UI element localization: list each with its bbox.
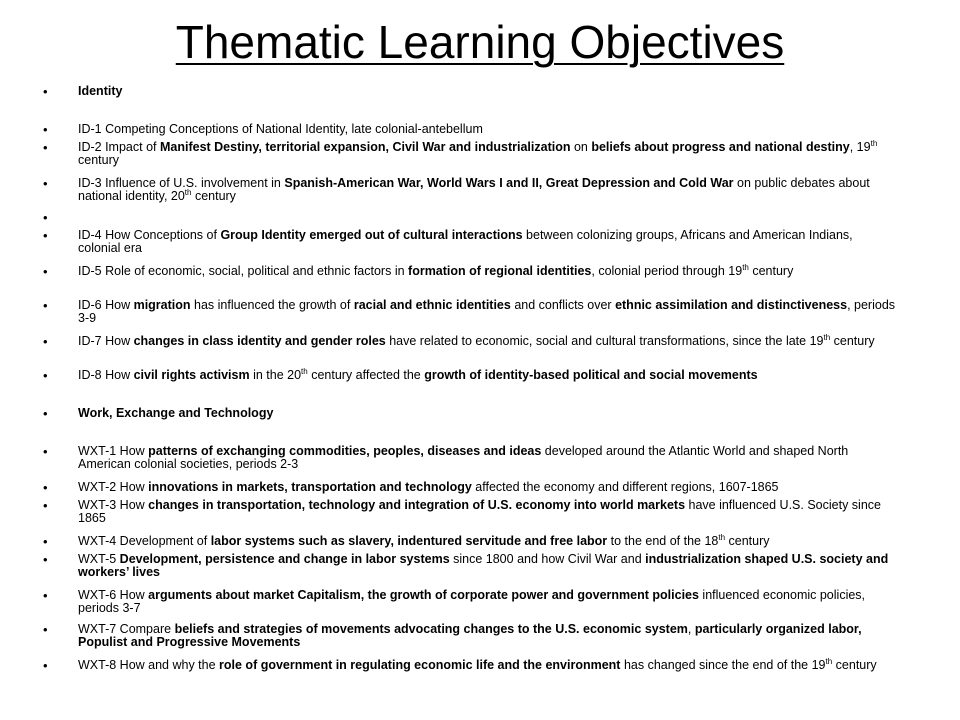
objective-text bbox=[78, 553, 898, 579]
text-run: WXT-6 How bbox=[78, 588, 149, 602]
bold-phrase: racial and ethnic identities bbox=[353, 298, 511, 312]
superscript: th bbox=[823, 332, 831, 342]
objective-text bbox=[78, 589, 898, 615]
objective-text bbox=[78, 481, 898, 494]
text-run: century bbox=[725, 534, 770, 548]
bold-phrase: migration bbox=[133, 298, 191, 312]
text-run: WXT-2 How bbox=[78, 480, 149, 494]
objective-text bbox=[78, 366, 898, 382]
superscript: th bbox=[742, 262, 749, 272]
text-run: WXT-8 How and why the bbox=[78, 658, 220, 672]
bullet-dot-icon: • bbox=[43, 368, 48, 383]
text-run: between colonizing groups, Africans and American Indians, colonial era bbox=[78, 228, 853, 255]
text-run: WXT-5 bbox=[78, 552, 120, 566]
text-run: WXT-3 How bbox=[78, 498, 149, 512]
bold-phrase: changes in class identity and gender roles bbox=[133, 334, 386, 348]
text-run: has influenced the growth of bbox=[190, 298, 354, 312]
bold-phrase: role of government in regulating economic life and the environment bbox=[219, 658, 621, 672]
bullet-dot-icon: • bbox=[43, 588, 48, 603]
objective-text bbox=[78, 407, 898, 420]
text-run: ID-2 Impact of bbox=[78, 140, 160, 154]
bullet-dot-icon: • bbox=[43, 84, 48, 99]
bullet-dot-icon: • bbox=[43, 334, 48, 349]
bold-phrase: beliefs about progress and national destiny bbox=[591, 140, 850, 154]
text-run: ID-8 How bbox=[78, 368, 134, 382]
text-run: ID-4 How Conceptions of bbox=[78, 228, 221, 242]
superscript: th bbox=[184, 187, 192, 197]
objective-text bbox=[78, 85, 898, 98]
bold-phrase: beliefs and strategies of movements advocating changes to the U.S. economic system bbox=[174, 622, 688, 636]
text-run: and conflicts over bbox=[510, 298, 616, 312]
bullet-dot-icon: • bbox=[43, 480, 48, 495]
bold-phrase: formation of regional identities bbox=[408, 264, 592, 278]
text-run: century bbox=[191, 189, 236, 203]
superscript: th bbox=[718, 532, 726, 542]
text-run: ID-5 Role of economic, social, political and ethnic factors in bbox=[78, 264, 409, 278]
text-run: century bbox=[830, 334, 875, 348]
superscript: th bbox=[870, 138, 878, 148]
text-run: ID-3 Influence of U.S. involvement in bbox=[78, 176, 285, 190]
objective-text bbox=[78, 123, 898, 136]
bold-phrase: Group Identity emerged out of cultural interactions bbox=[220, 228, 523, 242]
text-run: century bbox=[832, 658, 877, 672]
bullet-dot-icon: • bbox=[43, 228, 48, 243]
objective-text bbox=[78, 499, 898, 525]
objective-text bbox=[78, 229, 898, 255]
bullet-dot-icon: • bbox=[43, 534, 48, 549]
bullet-dot-icon: • bbox=[43, 122, 48, 137]
bullet-dot-icon: • bbox=[43, 658, 48, 673]
text-run: influenced economic policies, periods 3-7 bbox=[78, 588, 866, 615]
bullet-dot-icon: • bbox=[43, 264, 48, 279]
bold-phrase: Work, Exchange and Technology bbox=[78, 406, 274, 420]
text-run: to the end of the 18 bbox=[607, 534, 719, 548]
text-run: have influenced U.S. Society since 1865 bbox=[78, 498, 881, 525]
bold-phrase: civil rights activism bbox=[133, 368, 250, 382]
objective-text bbox=[78, 262, 898, 278]
bold-phrase: ethnic assimilation and distinctiveness bbox=[615, 298, 848, 312]
page-title: Thematic Learning Objectives bbox=[175, 16, 785, 68]
text-run: ID-7 How bbox=[78, 334, 134, 348]
bullet-dot-icon: • bbox=[43, 406, 48, 421]
bullet-dot-icon: • bbox=[43, 498, 48, 513]
bullet-dot-icon: • bbox=[43, 176, 48, 191]
text-run: on bbox=[570, 140, 592, 154]
objective-text bbox=[78, 332, 898, 348]
objective-text bbox=[78, 623, 898, 649]
text-run: has changed since the end of the 19 bbox=[620, 658, 826, 672]
text-run: WXT-1 How bbox=[78, 444, 149, 458]
bold-phrase: patterns of exchanging commodities, peoples, diseases and ideas bbox=[148, 444, 542, 458]
text-run: century bbox=[78, 153, 119, 167]
superscript: th bbox=[301, 366, 308, 376]
text-run: have related to economic, social and cultural transformations, since the late 19 bbox=[385, 334, 824, 348]
bullet-dot-icon: • bbox=[43, 298, 48, 313]
objective-text bbox=[78, 656, 898, 672]
text-run: century bbox=[748, 264, 794, 278]
bold-phrase: industrialization shaped U.S. society and workers’ lives bbox=[78, 552, 889, 579]
bold-phrase: Manifest Destiny, territorial expansion, Civil War and industrialization bbox=[159, 140, 571, 154]
objective-text bbox=[78, 299, 898, 325]
bullet-dot-icon: • bbox=[43, 444, 48, 459]
bold-phrase: particularly organized labor, Populist and Progressive Movements bbox=[78, 622, 862, 649]
text-run: , bbox=[687, 622, 695, 636]
superscript: th bbox=[825, 656, 833, 666]
text-run: in the 20 bbox=[249, 368, 302, 382]
text-run: affected the economy and different regions, 1607-1865 bbox=[471, 480, 779, 494]
bold-phrase: Development, persistence and change in labor systems bbox=[119, 552, 450, 566]
text-run: , 19 bbox=[849, 140, 871, 154]
bullet-dot-icon: • bbox=[43, 210, 48, 225]
text-run: on public debates about national identity, 20 bbox=[78, 176, 870, 203]
text-run: , colonial period through 19 bbox=[591, 264, 743, 278]
objective-text bbox=[78, 138, 898, 167]
text-run: developed around the Atlantic World and shaped North American colonial societies, periods 2-3 bbox=[78, 444, 849, 471]
bullet-dot-icon: • bbox=[43, 552, 48, 567]
text-run: ID-6 How bbox=[78, 298, 134, 312]
objective-text bbox=[78, 445, 898, 471]
text-run: ID-1 Competing Conceptions of National Identity, late colonial-antebellum bbox=[78, 122, 483, 136]
bold-phrase: innovations in markets, transportation and technology bbox=[148, 480, 472, 494]
bold-phrase: Spanish-American War, World Wars I and II, Great Depression and Cold War bbox=[284, 176, 734, 190]
text-run: since 1800 and how Civil War and bbox=[449, 552, 646, 566]
bold-phrase: Identity bbox=[78, 84, 123, 98]
bullet-dot-icon: • bbox=[43, 140, 48, 155]
bullet-dot-icon: • bbox=[43, 622, 48, 637]
bold-phrase: arguments about market Capitalism, the growth of corporate power and government policies bbox=[148, 588, 699, 602]
bold-phrase: changes in transportation, technology and integration of U.S. economy into world markets bbox=[148, 498, 686, 512]
text-run: century affected the bbox=[307, 368, 425, 382]
text-run: , periods 3-9 bbox=[78, 298, 896, 325]
bold-phrase: labor systems such as slavery, indentured servitude and free labor bbox=[210, 534, 608, 548]
text-run: WXT-7 Compare bbox=[78, 622, 175, 636]
objective-text bbox=[78, 177, 898, 203]
bold-phrase: growth of identity-based political and social movements bbox=[424, 368, 758, 382]
text-run: WXT-4 Development of bbox=[78, 534, 211, 548]
objective-text bbox=[78, 532, 898, 548]
